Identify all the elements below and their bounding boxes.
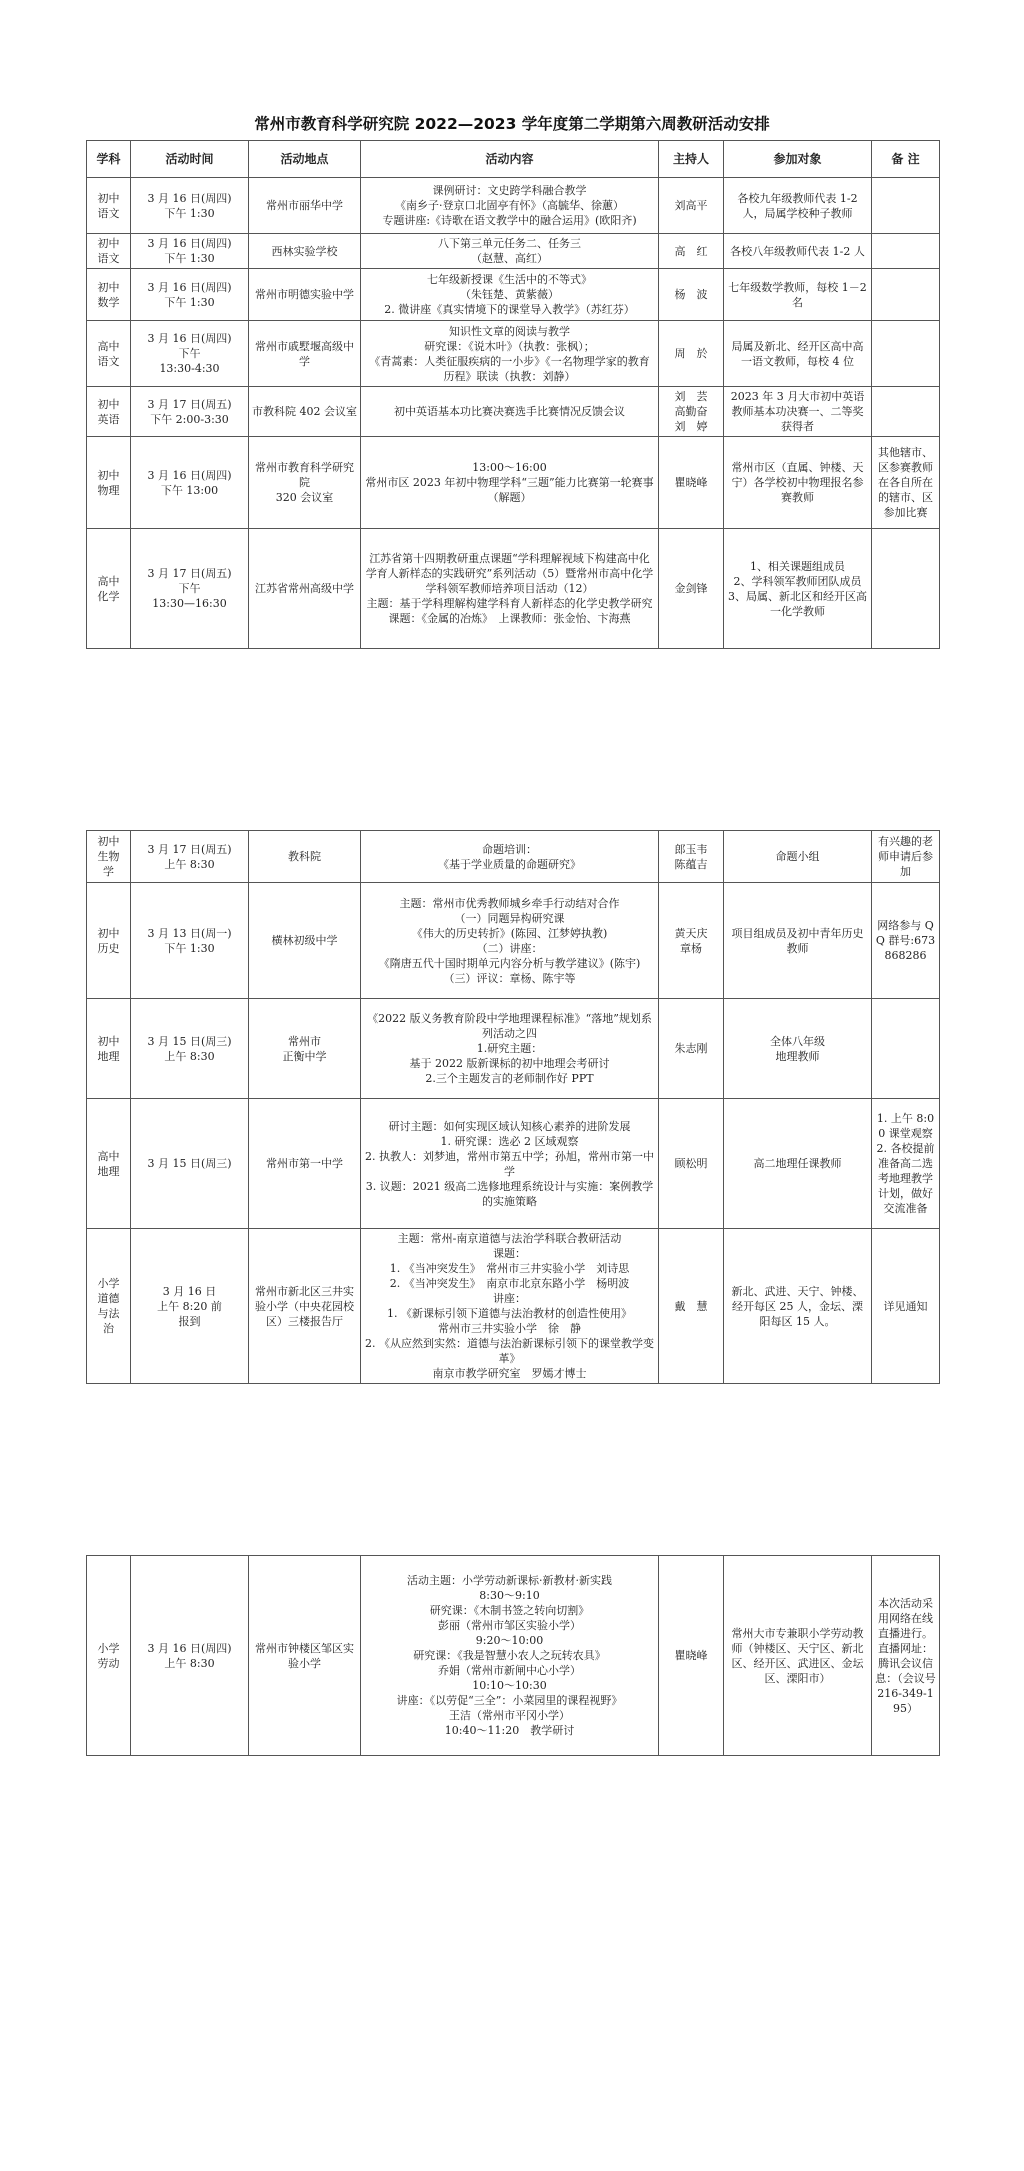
content-line: 《基于学业质量的命题研究》 [438, 857, 581, 871]
note-cell [872, 269, 940, 321]
content-line: 八下第三单元任务二、任务三 [438, 237, 581, 250]
note-cell [872, 529, 940, 649]
participants-cell: 各校九年级教师代表 1-2 人，局属学校种子教师 [724, 178, 872, 234]
content-cell [361, 269, 659, 321]
table-row [87, 999, 940, 1099]
header-time: 活动时间 [131, 141, 249, 178]
time-cell: 3 月 15 日(周三) [131, 1099, 249, 1229]
content-line: 1. 《新课标引领下道德与法治教材的创造性使用》 [387, 1307, 632, 1320]
content-cell [361, 529, 659, 649]
note-cell [872, 234, 940, 269]
content-line: 初中英语基本功比赛决赛选手比赛情况反馈会议 [394, 405, 625, 418]
table-row [87, 1556, 940, 1756]
place-cell: 常州市明德实验中学 [249, 269, 361, 321]
time-cell: 3 月 16 日 上午 8:20 前 报到 [131, 1229, 249, 1384]
header-content: 活动内容 [361, 141, 659, 178]
subject-cell: 初中 地理 [87, 999, 131, 1099]
content-line: （赵慧、高红） [471, 252, 548, 265]
content-line: 1. 研究课：选必 2 区域观察 [440, 1134, 579, 1148]
subject-cell: 高中 语文 [87, 321, 131, 387]
note-cell: 有兴趣的老师申请后参加 [872, 831, 940, 883]
note-cell [872, 387, 940, 437]
content-line: 《青蒿素：人类征服疾病的一小步》《一名物理学家的教育历程》联读（执教：刘静） [369, 354, 650, 383]
content-line: 1. 《当冲突发生》 常州市三井实验小学 刘诗思 [389, 1262, 630, 1275]
content-cell [361, 1229, 659, 1384]
content-line: 2. 《从应然到实然：道德与法治新课标引领下的课堂教学变革》 [365, 1337, 654, 1365]
subject-cell: 初中 生物 学 [87, 831, 131, 883]
subject-cell: 小学 道德 与法 治 [87, 1229, 131, 1384]
content-line: 专题讲座:《诗歌在语文教学中的融合运用》(欧阳齐) [382, 214, 637, 227]
content-line: 10:40～11:20 教学研讨 [444, 1724, 575, 1737]
table-row [87, 269, 940, 321]
content-line: 彭丽（常州市邹区实验小学） [438, 1619, 581, 1632]
table-row [87, 321, 940, 387]
content-line: 2. 微讲座《真实情境下的课堂导入教学》（苏红芬） [384, 303, 635, 316]
subject-cell: 初中 数学 [87, 269, 131, 321]
subject-cell: 初中 物理 [87, 437, 131, 529]
content-line: 知识性文章的阅读与教学 [449, 324, 570, 338]
content-line: 课例研讨：文史跨学科融合教学 [432, 184, 587, 197]
content-line: 《2022 版义务教育阶段中学地理课程标准》“落地”规划系列活动之四 [367, 1012, 652, 1040]
content-line: 《南乡子·登京口北固亭有怀》（高毓华、徐蕙） [395, 199, 624, 212]
content-line: （三）评议：章杨、陈宇等 [443, 971, 576, 985]
host-cell: 金剑锋 [659, 529, 724, 649]
content-line: 主题：常州-南京道德与法治学科联合教研活动 [397, 1232, 622, 1245]
participants-cell: 2023 年 3 月大市初中英语教师基本功决赛一、二等奖获得者 [724, 387, 872, 437]
time-cell: 3 月 17 日(周五) 下午 13:30—16:30 [131, 529, 249, 649]
time-cell: 3 月 16 日(周四) 下午 1:30 [131, 178, 249, 234]
place-cell: 江苏省常州高级中学 [249, 529, 361, 649]
content-line: 9:20～10:00 [475, 1634, 544, 1647]
content-cell [361, 437, 659, 529]
place-cell: 常州市丽华中学 [249, 178, 361, 234]
content-line: 8:30～9:10 [479, 1589, 540, 1602]
content-line: 《隋唐五代十国时期单元内容分析与教学建议》(陈宇) [378, 956, 641, 970]
content-cell [361, 1556, 659, 1756]
content-line: 南京市教学研究室 罗嫣才博士 [432, 1367, 587, 1380]
place-cell: 常州市戚墅堰高级中学 [249, 321, 361, 387]
content-line: 王洁（常州市平冈小学） [449, 1709, 570, 1722]
header-host: 主持人 [659, 141, 724, 178]
note-cell [872, 321, 940, 387]
time-cell: 3 月 16 日(周四) 下午 1:30 [131, 269, 249, 321]
place-cell: 市教科院 402 会议室 [249, 387, 361, 437]
schedule-table-2 [86, 830, 940, 1384]
content-cell [361, 234, 659, 269]
note-cell [872, 999, 940, 1099]
subject-cell: 初中 语文 [87, 234, 131, 269]
content-line: 常州市三井实验小学 徐 静 [438, 1322, 581, 1335]
time-cell: 3 月 16 日(周四) 上午 8:30 [131, 1556, 249, 1756]
time-cell: 3 月 16 日(周四) 下午 13:30-4:30 [131, 321, 249, 387]
host-cell: 高 红 [659, 234, 724, 269]
content-line: 13:00～16:00 [472, 461, 547, 474]
content-line: 3. 议题：2021 级高二选修地理系统设计与实施：案例教学的实施策略 [365, 1179, 654, 1208]
host-cell: 黄天庆 章杨 [659, 883, 724, 999]
content-line: 基于 2022 版新课标的初中地理会考研讨 [409, 1057, 610, 1070]
host-cell: 郎玉韦 陈蕴吉 [659, 831, 724, 883]
time-cell: 3 月 17 日(周五) 下午 2:00-3:30 [131, 387, 249, 437]
table-row [87, 387, 940, 437]
content-cell [361, 321, 659, 387]
time-cell: 3 月 16 日(周四) 下午 13:00 [131, 437, 249, 529]
note-cell: 1. 上午 8:00 课堂观察 2. 各校提前准备高二选考地理教学计划，做好交流准备 [872, 1099, 940, 1229]
place-cell: 横林初级中学 [249, 883, 361, 999]
content-line: 讲座： [493, 1292, 526, 1305]
content-line: （二）讲座： [476, 941, 543, 955]
table-row [87, 437, 940, 529]
note-cell [872, 178, 940, 234]
content-cell [361, 883, 659, 999]
content-cell [361, 387, 659, 437]
host-cell: 朱志刚 [659, 999, 724, 1099]
content-line: 2. 执教人：刘梦迪，常州市第五中学；孙旭，常州市第一中学 [365, 1149, 654, 1178]
participants-cell: 七年级数学教师，每校 1－2 名 [724, 269, 872, 321]
participants-cell: 常州市区（直属、钟楼、天宁）各学校初中物理报名参赛教师 [724, 437, 872, 529]
content-line: 七年级新授课《生活中的不等式》 [427, 273, 592, 286]
content-cell [361, 1099, 659, 1229]
host-cell: 瞿晓峰 [659, 1556, 724, 1756]
content-line: （朱钰楚、黄紫薇） [460, 288, 559, 301]
table-row [87, 178, 940, 234]
content-line: 2. 《当冲突发生》 南京市北京东路小学 杨明波 [389, 1277, 630, 1290]
content-line: 命题培训： [482, 842, 537, 856]
participants-cell: 新北、武进、天宁、钟楼、经开每区 25 人，金坛、溧阳每区 15 人。 [724, 1229, 872, 1384]
participants-cell: 命题小组 [724, 831, 872, 883]
content-line: 研究课：《说木叶》（执教：张枫）； [424, 339, 595, 353]
content-line: 江苏省第十四期教研重点课题“学科理解视域下构建高中化学育人新样态的实践研究”系列活动（5）暨常州市高中化学学科领军教师培养项目活动（12） [365, 552, 654, 595]
note-cell: 本次活动采用网络在线直播进行。直播网址：腾讯会议信息：（会议号 216-349-195） [872, 1556, 940, 1756]
subject-cell: 高中 地理 [87, 1099, 131, 1229]
participants-cell: 常州大市专兼职小学劳动教师（钟楼区、天宁区、新北区、经开区、武进区、金坛区、溧阳市） [724, 1556, 872, 1756]
content-cell [361, 178, 659, 234]
host-cell: 戴 慧 [659, 1229, 724, 1384]
table-row [87, 529, 940, 649]
subject-cell: 初中 英语 [87, 387, 131, 437]
place-cell: 常州市 正衡中学 [249, 999, 361, 1099]
participants-cell: 项目组成员及初中青年历史教师 [724, 883, 872, 999]
subject-cell: 小学 劳动 [87, 1556, 131, 1756]
header-participants: 参加对象 [724, 141, 872, 178]
time-cell: 3 月 15 日(周三) 上午 8:30 [131, 999, 249, 1099]
host-cell: 顾松明 [659, 1099, 724, 1229]
table-header-row [87, 141, 940, 178]
participants-cell: 局属及新北、经开区高中高一语文教师，每校 4 位 [724, 321, 872, 387]
note-cell: 详见通知 [872, 1229, 940, 1384]
time-cell: 3 月 13 日(周一) 下午 1:30 [131, 883, 249, 999]
note-cell: 网络参与 QQ 群号:673868286 [872, 883, 940, 999]
subject-cell: 初中 历史 [87, 883, 131, 999]
note-cell: 其他辖市、区参赛教师在各自所在的辖市、区参加比赛 [872, 437, 940, 529]
content-line: 《伟大的历史转折》(陈园、江梦婷执教) [411, 926, 608, 940]
participants-cell: 全体八年级 地理教师 [724, 999, 872, 1099]
content-line: 10:10～10:30 [472, 1679, 547, 1692]
place-cell: 常州市第一中学 [249, 1099, 361, 1229]
content-line: 乔娟（常州市新闸中心小学） [438, 1664, 581, 1677]
time-cell: 3 月 16 日(周四) 下午 1:30 [131, 234, 249, 269]
content-line: 课题：《金属的冶炼》 上课教师：张金怡、卞海燕 [388, 612, 631, 625]
host-cell: 瞿晓峰 [659, 437, 724, 529]
header-place: 活动地点 [249, 141, 361, 178]
content-cell [361, 999, 659, 1099]
host-cell: 刘 芸 高勤奋 刘 婷 [659, 387, 724, 437]
table-row [87, 831, 940, 883]
place-cell: 教科院 [249, 831, 361, 883]
place-cell: 西林实验学校 [249, 234, 361, 269]
table-row [87, 883, 940, 999]
content-line: 研究课：《木制书签之转向切割》 [429, 1604, 590, 1617]
schedule-table-3 [86, 1555, 940, 1756]
content-line: 主题：常州市优秀教师城乡牵手行动结对合作 [399, 896, 620, 910]
participants-cell: 各校八年级教师代表 1-2 人 [724, 234, 872, 269]
content-line: 1.研究主题： [476, 1042, 543, 1055]
table-row [87, 1229, 940, 1384]
place-cell: 常州市新北区三井实验小学（中央花园校区）三楼报告厅 [249, 1229, 361, 1384]
subject-cell: 初中 语文 [87, 178, 131, 234]
place-cell: 常州市教育科学研究院 320 会议室 [249, 437, 361, 529]
time-cell: 3 月 17 日(周五) 上午 8:30 [131, 831, 249, 883]
content-line: 研讨主题：如何实现区域认知核心素养的进阶发展 [388, 1119, 631, 1133]
host-cell: 杨 波 [659, 269, 724, 321]
place-cell: 常州市钟楼区邹区实验小学 [249, 1556, 361, 1756]
host-cell: 周 於 [659, 321, 724, 387]
content-line: 讲座：《以劳促“三全”：小菜园里的课程视野》 [396, 1694, 623, 1707]
host-cell: 刘高平 [659, 178, 724, 234]
participants-cell: 高二地理任课教师 [724, 1099, 872, 1229]
content-line: 2.三个主题发言的老师制作好 PPT [425, 1072, 594, 1085]
content-cell [361, 831, 659, 883]
participants-cell: 1、相关课题组成员 2、学科领军教师团队成员 3、局属、新北区和经开区高一化学教师 [724, 529, 872, 649]
header-note: 备 注 [872, 141, 940, 178]
table-row [87, 234, 940, 269]
content-line: （一）同题异构研究课 [454, 911, 565, 925]
content-line: 常州市区 2023 年初中物理学科“三题”能力比赛第一轮赛事（解题） [365, 476, 654, 504]
content-line: 课题： [493, 1247, 526, 1260]
content-line: 活动主题：小学劳动新课标·新教材·新实践 [407, 1574, 612, 1587]
page-title: 常州市教育科学研究院 2022—2023 学年度第二学期第六周教研活动安排 [254, 115, 770, 133]
subject-cell: 高中 化学 [87, 529, 131, 649]
content-line: 研究课：《我是智慧小农人之玩转农具》 [413, 1649, 606, 1662]
table-row [87, 1099, 940, 1229]
schedule-table-1 [86, 140, 940, 649]
header-subject: 学科 [87, 141, 131, 178]
content-line: 主题：基于学科理解构建学科育人新样态的化学史教学研究 [366, 597, 653, 610]
